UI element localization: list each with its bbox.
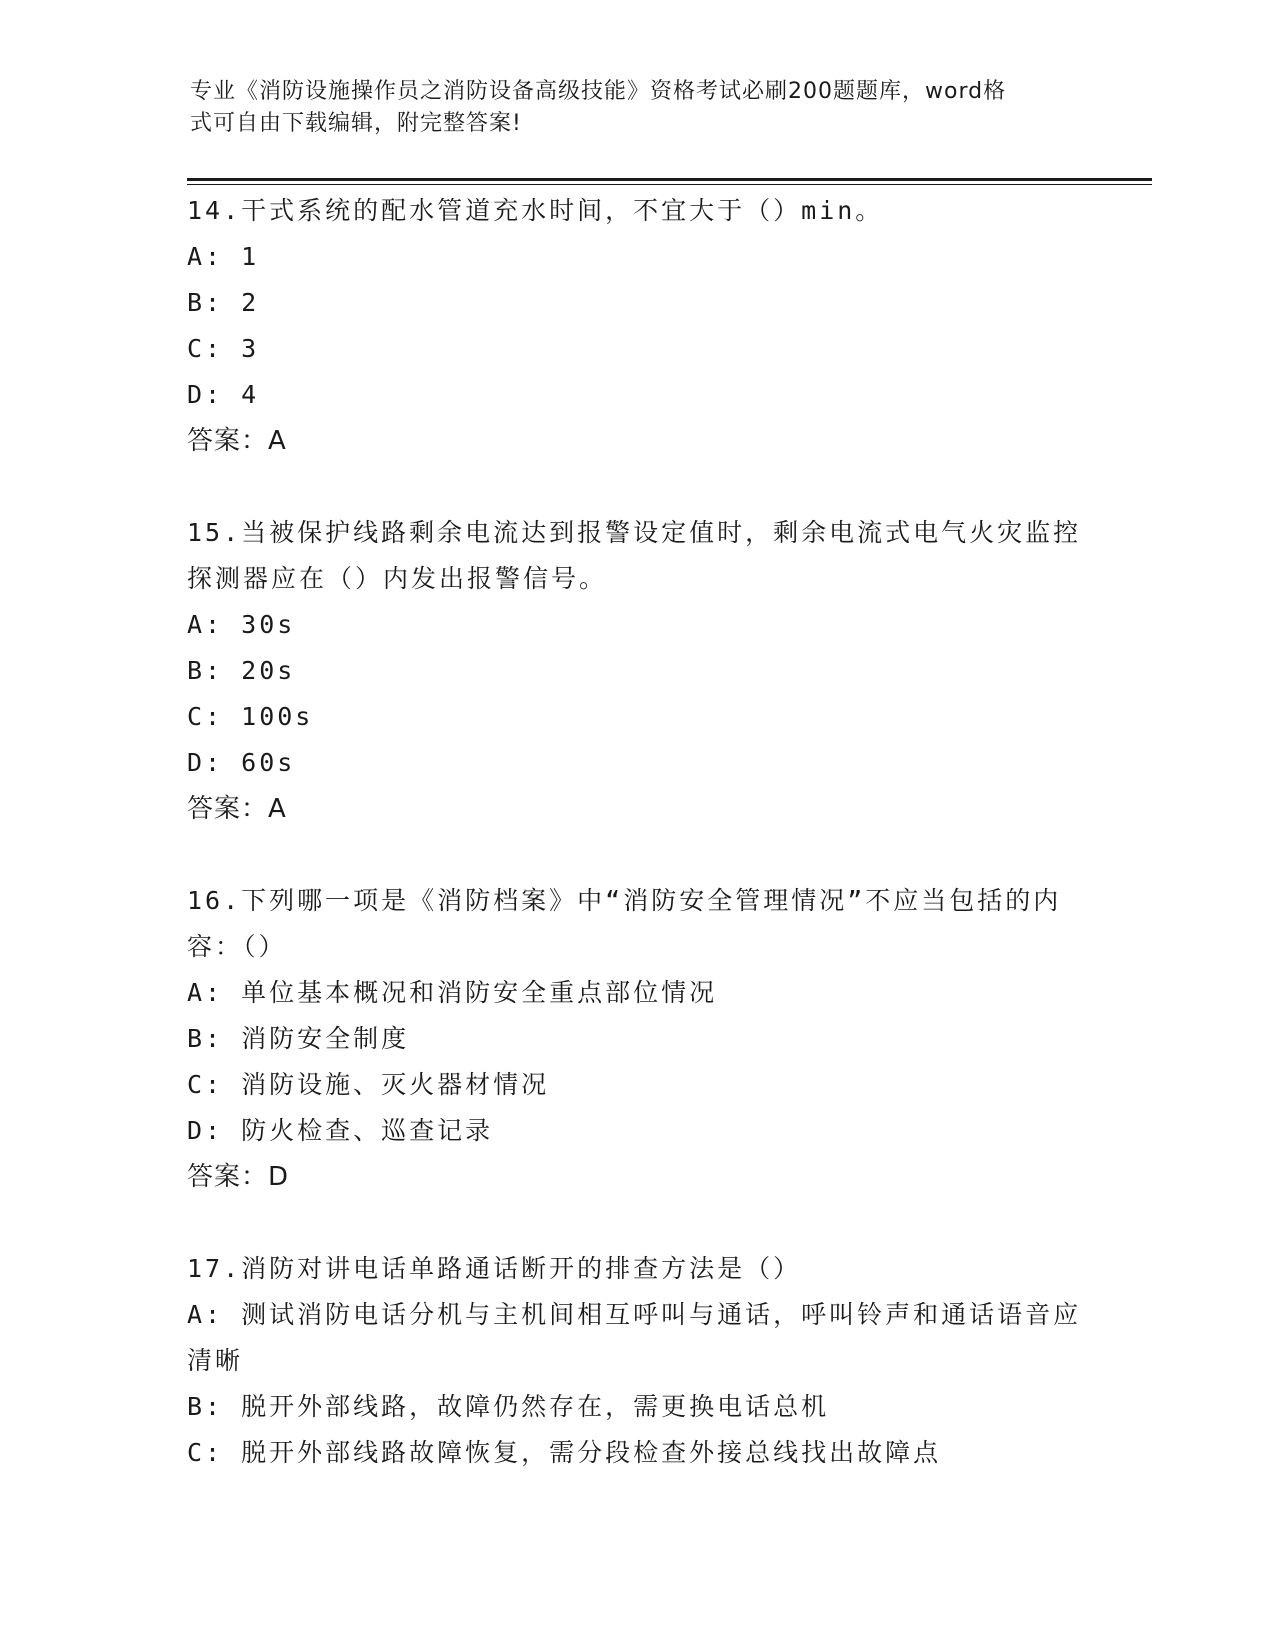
question-text: 16.下列哪一项是《消防档案》中“消防安全管理情况”不应当包括的内容：（） <box>187 886 1062 961</box>
document-header <box>190 76 1080 140</box>
question-text: 14.干式系统的配水管道充水时间，不宜大于（）min。 <box>187 196 884 225</box>
header-divider-thick <box>187 178 1152 181</box>
question-16 <box>187 878 1087 1200</box>
option-d: D: 4 <box>187 380 260 409</box>
option-c: C: 100s <box>187 702 314 731</box>
option-b: B: 20s <box>187 656 296 685</box>
header-line-2: 式可自由下载编辑，附完整答案! <box>190 111 522 136</box>
option-a: A: 1 <box>187 242 260 271</box>
option-b: B: 消防安全制度 <box>187 1024 410 1053</box>
option-a: A: 30s <box>187 610 296 639</box>
question-list <box>187 188 1087 1522</box>
header-divider-thin <box>187 184 1152 185</box>
question-15 <box>187 510 1087 832</box>
question-text: 17.消防对讲电话单路通话断开的排查方法是（） <box>187 1254 802 1283</box>
question-17 <box>187 1246 1087 1476</box>
option-c: C: 脱开外部线路故障恢复，需分段检查外接总线找出故障点 <box>187 1438 942 1467</box>
question-14 <box>187 188 1087 464</box>
option-d: D: 60s <box>187 748 296 777</box>
header-line-1: 专业《消防设施操作员之消防设备高级技能》资格考试必刷200题题库，word格 <box>190 79 1007 104</box>
option-d: D: 防火检查、巡查记录 <box>187 1116 494 1145</box>
answer-text: 答案：A <box>187 426 287 456</box>
option-a: A: 测试消防电话分机与主机间相互呼叫与通话，呼叫铃声和通话语音应清晰 <box>187 1300 1082 1375</box>
option-b: B: 脱开外部线路，故障仍然存在，需更换电话总机 <box>187 1392 830 1421</box>
answer-text: 答案：A <box>187 794 287 824</box>
answer-text: 答案：D <box>187 1162 290 1192</box>
question-text: 15.当被保护线路剩余电流达到报警设定值时，剩余电流式电气火灾监控探测器应在（）内发出报警信号。 <box>187 518 1082 593</box>
option-a: A: 单位基本概况和消防安全重点部位情况 <box>187 978 718 1007</box>
option-c: C: 消防设施、灭火器材情况 <box>187 1070 550 1099</box>
option-b: B: 2 <box>187 288 260 317</box>
option-c: C: 3 <box>187 334 260 363</box>
